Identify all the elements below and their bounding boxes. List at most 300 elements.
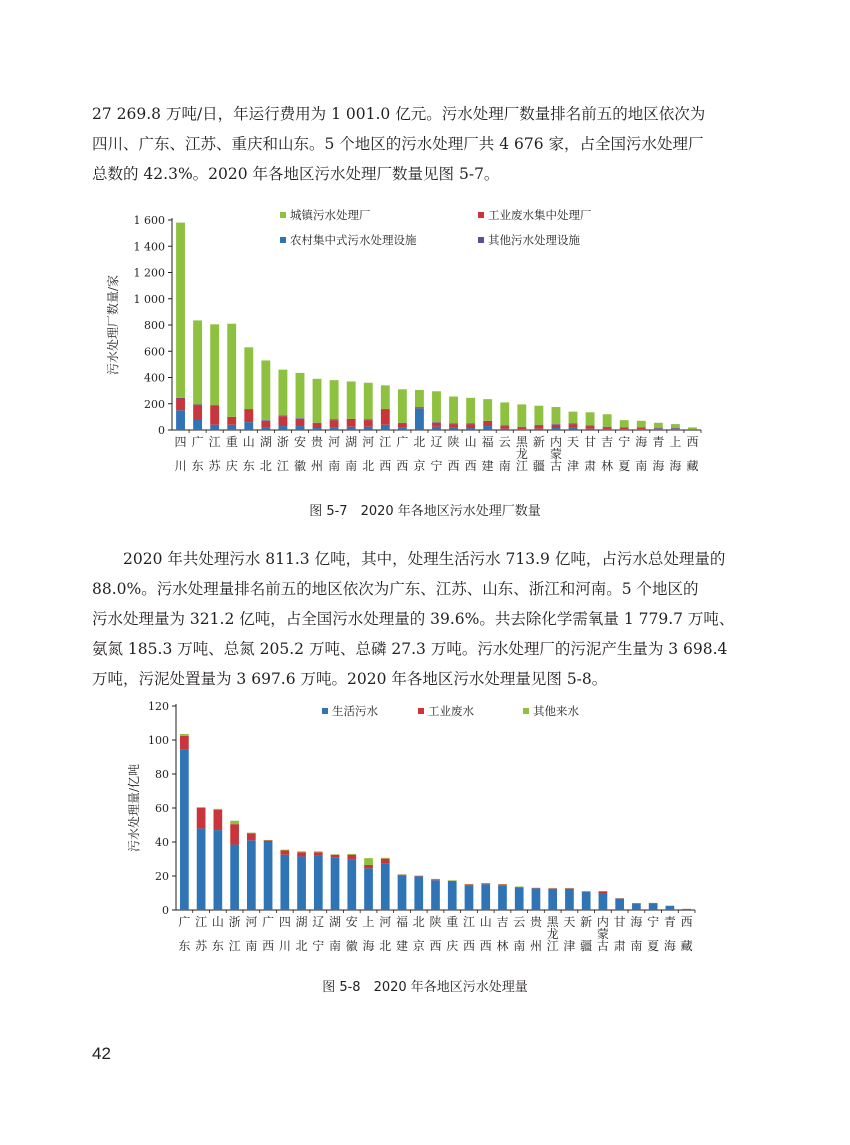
bar-segment [244, 347, 253, 409]
bar-segment [296, 418, 305, 419]
x-category-label-bottom: 海 [663, 939, 676, 953]
x-category-label-bottom: 南 [328, 459, 341, 473]
y-axis-label: 污水处理厂数量/家 [106, 274, 120, 376]
bar-segment [500, 429, 509, 430]
bar-segment [214, 810, 223, 830]
bar-segment [431, 880, 440, 910]
bar-segment [654, 429, 663, 430]
x-category-label-top: 黑 [515, 435, 528, 449]
y-tick-label: 1 600 [133, 214, 165, 227]
figure-caption-5-8: 图 5-8 2020 年各地区污水处理量 [322, 980, 528, 995]
bar-segment [247, 840, 256, 910]
bar-segment [654, 423, 663, 428]
bar-segment [415, 407, 424, 408]
bar-segment [498, 885, 507, 910]
x-category-label-top: 黑 [546, 915, 559, 929]
bar-segment [330, 380, 339, 419]
bar-segment [448, 881, 457, 882]
y-tick-label: 0 [162, 904, 169, 917]
x-category-label-top: 河 [328, 435, 341, 449]
bar-segment [331, 857, 340, 910]
bar-segment [261, 360, 270, 420]
x-category-label-bottom: 宁 [430, 459, 443, 473]
bar-segment [247, 834, 256, 841]
bar-segment [176, 398, 185, 399]
x-category-label-top: 甘 [613, 915, 626, 929]
bar-segment [654, 428, 663, 429]
bar-segment [620, 420, 629, 427]
bar-segment [180, 749, 189, 910]
text-line: 总数的 42.3%。2020 年各地区污水处理厂数量见图 5-7。 [92, 165, 500, 183]
x-category-label-top: 江 [462, 915, 475, 929]
x-category-label-bottom: 西 [479, 939, 492, 953]
bar-segment [432, 422, 441, 423]
legend-swatch [478, 212, 484, 218]
x-category-label-bottom: 东 [242, 459, 255, 473]
bar-segment [193, 405, 202, 419]
bar-segment [414, 876, 423, 910]
x-category-label-top: 云 [513, 915, 526, 929]
x-category-label-top: 福 [396, 915, 409, 929]
x-category-label-bottom: 西 [447, 459, 460, 473]
bar-segment [552, 425, 561, 428]
bar-segment [314, 852, 323, 855]
bar-segment [548, 889, 557, 910]
x-category-label-bottom: 苏 [195, 939, 208, 953]
bar-segment [296, 419, 305, 426]
x-category-label-bottom: 北 [379, 939, 392, 953]
x-category-label-top: 安 [293, 435, 306, 449]
legend-swatch [523, 708, 529, 714]
bar-segment [599, 891, 608, 893]
bar-segment [483, 426, 492, 430]
bar-segment [264, 840, 273, 842]
x-category-label-top: 湖 [329, 915, 342, 929]
x-category-label-top: 湖 [295, 915, 308, 929]
bar-segment [671, 429, 680, 430]
x-category-label-bottom: 江 [228, 939, 241, 953]
bar-segment [586, 425, 595, 426]
x-category-label-bottom: 川 [278, 939, 291, 953]
bar-segment [534, 425, 543, 426]
y-tick-label: 1 200 [133, 266, 165, 280]
y-tick-label: 20 [155, 870, 169, 883]
bar-segment [347, 854, 356, 855]
bar-segment [278, 426, 287, 430]
x-category-label-bottom: 京 [412, 939, 425, 953]
bar-segment [500, 402, 509, 425]
bar-segment [414, 876, 423, 877]
bar-segment [398, 427, 407, 430]
text-line: 氨氮 185.3 万吨、总氮 205.2 万吨、总磷 27.3 万吨。污水处理厂的污泥产生量为 3 698.4 [92, 640, 728, 658]
x-category-label-top: 江 [208, 435, 221, 449]
bar-segment [296, 426, 305, 430]
bar-segment [193, 404, 202, 405]
legend-swatch [418, 708, 424, 714]
bar-segment [176, 410, 185, 430]
x-category-label-top: 贵 [311, 435, 324, 449]
bar-segment [666, 906, 675, 910]
bar-segment [398, 875, 407, 876]
bar-segment [230, 824, 239, 844]
bar-segment [615, 899, 624, 910]
x-category-label-top: 广 [262, 915, 275, 929]
y-tick-label: 1 000 [133, 292, 165, 306]
x-category-label-top: 青 [663, 915, 676, 929]
x-category-label-top: 云 [498, 435, 511, 449]
x-category-label-bottom: 南 [635, 459, 648, 473]
bar-segment [347, 420, 356, 427]
text-line: 2020 年共处理污水 811.3 亿吨，其中，处理生活污水 713.9 亿吨，占污水总处理量的 [123, 550, 726, 568]
x-category-label-bottom: 南 [513, 939, 526, 953]
bar-segment [586, 412, 595, 425]
bar-segment [586, 429, 595, 430]
y-tick-label: 400 [144, 371, 165, 385]
legend-label: 工业废水集中处理厂 [488, 208, 592, 222]
bar-segment [247, 833, 256, 834]
bar-segment [632, 903, 641, 910]
text-line: 污水处理量为 321.2 亿吨，占全国污水处理量的 39.6%。共去除化学需氧量 1 779.7 万吨、 [92, 610, 735, 628]
x-category-label-bottom: 川 [174, 459, 187, 473]
bar-segment [654, 429, 663, 430]
y-tick-label: 80 [155, 768, 169, 781]
bar-segment [364, 427, 373, 430]
bar-segment [381, 409, 390, 410]
bar-segment [582, 892, 591, 910]
bar-segment [466, 423, 475, 424]
x-category-label-bottom: 庆 [446, 939, 459, 953]
bar-segment [448, 881, 457, 910]
x-category-label-bottom: 疆 [580, 939, 593, 953]
bar-segment [381, 864, 390, 910]
x-category-label-top: 河 [379, 915, 392, 929]
bar-segment [682, 909, 691, 910]
bar-segment [313, 379, 322, 423]
x-category-label-top: 上 [362, 915, 375, 929]
bar-segment [244, 422, 253, 430]
bar-segment [227, 417, 236, 418]
x-category-label-bottom: 北 [362, 459, 375, 473]
bar-segment [603, 427, 612, 429]
bar-segment [415, 408, 424, 430]
x-category-label-top: 河 [362, 435, 375, 449]
x-category-label-top: 湖 [259, 435, 272, 449]
bar-segment [364, 383, 373, 420]
bar-segment [569, 423, 578, 424]
bar-segment [347, 419, 356, 420]
x-category-label-bottom: 州 [529, 939, 542, 953]
x-category-label-bottom: 津 [567, 459, 580, 473]
x-category-label-top: 重 [446, 915, 459, 929]
bar-segment [280, 851, 289, 855]
bar-segment [534, 429, 543, 430]
chart-treatment-volume [120, 694, 720, 966]
legend-swatch [478, 237, 484, 243]
bar-segment [278, 416, 287, 426]
bar-segment [466, 398, 475, 424]
y-tick-label: 60 [155, 802, 169, 815]
bar-segment [498, 885, 507, 886]
x-category-label-top: 北 [412, 915, 425, 929]
x-category-label-bottom: 建 [396, 939, 409, 953]
legend-label: 其他污水处理设施 [488, 233, 580, 247]
x-category-label-top: 内 [549, 435, 562, 449]
x-category-label-bottom: 江 [546, 939, 559, 953]
bar-segment [449, 424, 458, 427]
x-category-label-top: 宁 [647, 915, 660, 929]
x-category-label-top: 海 [630, 915, 643, 929]
bar-segment [688, 427, 697, 429]
bar-segment [398, 875, 407, 910]
bar-segment [483, 421, 492, 426]
bar-segment [176, 223, 185, 398]
legend-swatch [322, 708, 328, 714]
bar-segment [637, 428, 646, 429]
x-category-label-bottom: 海 [362, 939, 375, 953]
bar-segment [449, 427, 458, 430]
bar-segment [381, 859, 390, 864]
x-category-label-top: 吉 [496, 915, 509, 929]
x-category-label-mid: 蒙 [596, 927, 609, 941]
bar-segment [278, 416, 287, 417]
x-category-label-bottom: 宁 [312, 939, 325, 953]
legend-swatch [280, 237, 286, 243]
bar-segment [278, 370, 287, 416]
bar-segment [210, 405, 219, 406]
bar-segment [637, 429, 646, 430]
bar-segment [347, 427, 356, 430]
bar-segment [210, 324, 219, 405]
x-category-label-bottom: 疆 [532, 459, 545, 473]
bar-segment [431, 879, 440, 880]
bar-segment [449, 423, 458, 424]
bar-segment [569, 427, 578, 430]
bar-segment [210, 425, 219, 430]
bar-segment [534, 406, 543, 425]
bar-segment [603, 429, 612, 430]
legend-label: 其他来水 [533, 704, 579, 718]
x-category-label-bottom: 东 [178, 939, 191, 953]
bar-segment [620, 428, 629, 429]
bar-segment [296, 373, 305, 418]
bar-segment [197, 828, 206, 910]
x-category-label-top: 宁 [618, 435, 631, 449]
bar-segment [517, 427, 526, 428]
x-category-label-top: 甘 [584, 435, 597, 449]
bar-segment [465, 885, 474, 910]
x-category-label-bottom: 北 [259, 459, 272, 473]
x-category-label-bottom: 东 [191, 459, 204, 473]
bar-segment [314, 851, 323, 852]
bar-segment [548, 888, 557, 889]
x-category-label-top: 福 [481, 435, 494, 449]
bar-segment [569, 424, 578, 427]
x-category-label-top: 山 [479, 915, 492, 929]
y-tick-label: 600 [144, 345, 165, 359]
bar-segment [671, 429, 680, 430]
bar-segment [364, 858, 373, 865]
bar-segment [448, 880, 457, 881]
bar-segment [280, 850, 289, 851]
x-category-label-bottom: 东 [211, 939, 224, 953]
bar-segment [214, 830, 223, 910]
x-category-label-top: 四 [174, 435, 187, 449]
x-category-label-bottom: 徽 [345, 939, 358, 953]
legend-label: 工业废水 [428, 704, 474, 718]
x-category-label-top: 安 [345, 915, 358, 929]
bar-segment [565, 888, 574, 889]
bar-segment [381, 425, 390, 430]
x-category-label-bottom: 州 [311, 459, 324, 473]
bar-segment [314, 856, 323, 910]
bar-segment [603, 414, 612, 426]
bar-segment [603, 427, 612, 428]
bar-segment [500, 426, 509, 429]
bar-segment [483, 399, 492, 421]
figure-caption-5-7: 图 5-7 2020 年各地区污水处理厂数量 [309, 504, 541, 519]
bar-segment [331, 855, 340, 858]
x-category-label-top: 新 [532, 435, 545, 449]
bar-segment [227, 418, 236, 425]
bar-segment [432, 423, 441, 427]
x-category-label-bottom: 夏 [647, 939, 660, 953]
bar-segment [280, 855, 289, 910]
y-tick-label: 0 [158, 424, 165, 437]
x-category-label-bottom: 西 [396, 459, 409, 473]
bar-segment [227, 425, 236, 430]
bar-segment [620, 429, 629, 430]
x-category-label-mid: 蒙 [549, 447, 562, 461]
x-category-label-mid: 龙 [546, 927, 559, 941]
bar-segment [313, 428, 322, 430]
bar-segment [244, 410, 253, 422]
x-category-label-top: 江 [195, 915, 208, 929]
bar-segment [481, 883, 490, 884]
y-tick-label: 800 [144, 319, 165, 332]
bar-segment [227, 324, 236, 417]
text-line: 27 269.8 万吨/日，年运行费用为 1 001.0 亿元。污水处理厂数量排名前五的地区依次为 [92, 105, 706, 123]
y-tick-label: 200 [144, 397, 165, 411]
x-category-label-bottom: 南 [329, 939, 342, 953]
x-category-label-top: 四 [278, 915, 291, 929]
bar-segment [330, 420, 339, 421]
bar-segment [197, 807, 206, 808]
x-category-label-bottom: 建 [481, 459, 494, 473]
bar-segment [517, 404, 526, 426]
bar-segment [398, 389, 407, 422]
x-category-label-bottom: 夏 [618, 459, 631, 473]
bar-segment [180, 736, 189, 750]
x-category-label-bottom: 西 [462, 939, 475, 953]
text-line: 四川、广东、江苏、重庆和山东。5 个地区的污水处理厂共 4 676 家，占全国污水处理厂 [92, 135, 704, 153]
bar-segment [230, 821, 239, 824]
x-category-label-bottom: 苏 [208, 459, 221, 473]
paragraph-2 [92, 544, 772, 694]
x-category-label-top: 天 [563, 915, 576, 929]
legend-label: 生活污水 [332, 704, 378, 718]
bar-segment [398, 423, 407, 424]
x-category-label-top: 辽 [430, 435, 443, 449]
bar-segment [381, 410, 390, 425]
text-line: 万吨，污泥处置量为 3 697.6 万吨。2020 年各地区污水处理量见图 5-8。 [92, 670, 608, 688]
x-category-label-top: 山 [464, 435, 477, 449]
bar-segment [261, 420, 270, 421]
bar-segment [330, 427, 339, 430]
bar-segment [481, 884, 490, 910]
x-category-label-top: 河 [245, 915, 258, 929]
bar-segment [364, 420, 373, 427]
x-category-label-bottom: 庆 [225, 459, 238, 473]
bar-segment [193, 320, 202, 404]
bar-segment [483, 421, 492, 422]
x-category-label-bottom: 海 [669, 459, 682, 473]
bar-segment [517, 429, 526, 430]
bar-segment [364, 420, 373, 421]
x-category-label-bottom: 南 [630, 939, 643, 953]
x-category-label-bottom: 江 [515, 459, 528, 473]
x-category-label-top: 陕 [429, 915, 442, 929]
bar-segment [347, 855, 356, 860]
bar-segment [552, 424, 561, 425]
x-category-label-bottom: 京 [413, 459, 426, 473]
x-category-label-top: 浙 [228, 915, 241, 929]
x-category-label-top: 广 [396, 435, 409, 449]
x-category-label-mid: 龙 [515, 447, 528, 461]
bar-segment [500, 425, 509, 426]
bar-segment [432, 391, 441, 422]
x-category-label-bottom: 古 [596, 939, 609, 953]
y-tick-label: 120 [148, 700, 169, 713]
bar-segment [432, 427, 441, 430]
bar-segment [210, 406, 219, 425]
bar-segment [176, 399, 185, 411]
x-category-label-bottom: 津 [563, 939, 576, 953]
bar-segment [465, 884, 474, 885]
bar-segment [637, 427, 646, 428]
x-category-label-bottom: 古 [549, 459, 562, 473]
bar-segment [180, 734, 189, 736]
x-category-label-bottom: 西 [379, 459, 392, 473]
x-category-label-top: 海 [635, 435, 648, 449]
y-tick-label: 100 [148, 734, 169, 747]
x-category-label-bottom: 北 [295, 939, 308, 953]
bar-segment [582, 891, 591, 892]
x-category-label-top: 贵 [529, 915, 542, 929]
bar-segment [364, 868, 373, 910]
bar-segment [331, 854, 340, 855]
x-category-label-bottom: 西 [262, 939, 275, 953]
x-category-label-top: 新 [580, 915, 593, 929]
bar-segment [565, 889, 574, 910]
bar-segment [297, 852, 306, 856]
x-category-label-bottom: 肃 [613, 939, 626, 953]
x-category-label-top: 浙 [276, 435, 289, 449]
bar-segment [193, 420, 202, 431]
x-category-label-bottom: 西 [464, 459, 477, 473]
bar-segment [599, 893, 608, 910]
bar-segment [415, 390, 424, 407]
x-category-label-bottom: 藏 [680, 939, 693, 953]
bar-segment [552, 428, 561, 430]
y-axis-label: 污水处理量/亿吨 [127, 763, 141, 853]
x-category-label-bottom: 南 [498, 459, 511, 473]
x-category-label-bottom: 肃 [584, 459, 597, 473]
x-category-label-top: 吉 [601, 435, 614, 449]
bar-segment [586, 426, 595, 429]
x-category-label-top: 山 [211, 915, 224, 929]
bar-segment [671, 428, 680, 429]
bar-segment [347, 860, 356, 910]
